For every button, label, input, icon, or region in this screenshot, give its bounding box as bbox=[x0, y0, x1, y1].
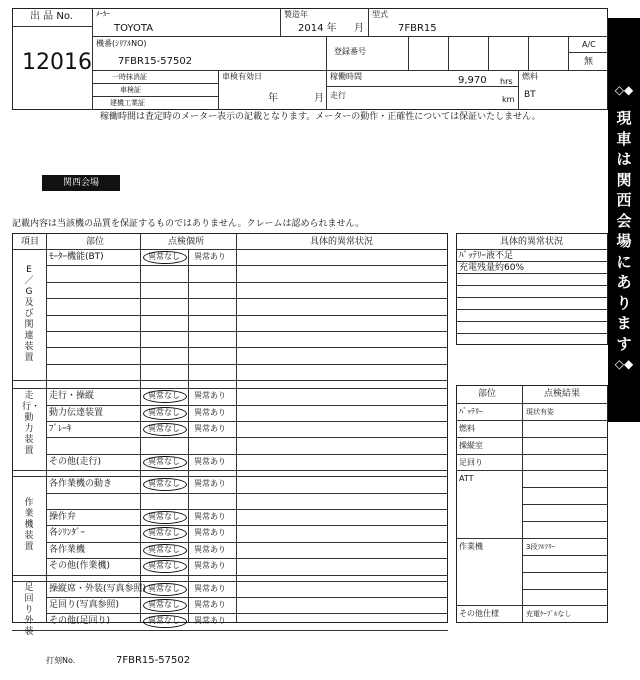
ng-label: 異常あり bbox=[194, 600, 226, 609]
registration-label: 登録番号 bbox=[334, 47, 366, 56]
table-row bbox=[46, 249, 448, 265]
ok-label: 異常なし bbox=[148, 391, 180, 401]
side-tab-char: は bbox=[616, 150, 632, 168]
row-part-label: 足回り(写真参照) bbox=[49, 600, 120, 610]
results-header-part: 部位 bbox=[478, 389, 497, 399]
side-tab-char: 西 bbox=[616, 191, 632, 209]
ng-label: 異常あり bbox=[194, 407, 226, 417]
col-header-part: 部位 bbox=[86, 237, 105, 247]
ng-label: 異常あり bbox=[194, 512, 226, 521]
mileage-label: 走行 bbox=[330, 91, 346, 100]
table-row bbox=[46, 421, 448, 437]
year-value: 2014 年 bbox=[298, 23, 337, 34]
ng-label: 異常あり bbox=[194, 252, 226, 261]
row-part-label: 各ｼﾘﾝﾀﾞｰ bbox=[49, 528, 86, 539]
group-label: 足回り外装 bbox=[24, 582, 34, 637]
table-row bbox=[46, 405, 448, 421]
side-tab-char: 場 bbox=[616, 232, 632, 250]
group-label: 走行・動力装置 bbox=[22, 390, 41, 456]
expiry-year-unit: 年 bbox=[268, 93, 278, 104]
side-tab-char: 関 bbox=[616, 170, 632, 189]
side-tab-char: す bbox=[616, 334, 632, 353]
result-part: 操縦室 bbox=[459, 441, 483, 450]
row-part-label: ﾓｰﾀｰ機能(BT) bbox=[49, 252, 104, 262]
ok-label: 異常なし bbox=[148, 252, 180, 261]
fuel-label: 燃料 bbox=[522, 72, 538, 81]
month-unit: 月 bbox=[354, 23, 364, 34]
footer-stamp-value: 7FBR15-57502 bbox=[116, 655, 191, 666]
result-part: ﾊﾞｯﾃﾘｰ bbox=[459, 407, 483, 416]
maker-value: TOYOTA bbox=[114, 23, 154, 34]
ng-label: 異常あり bbox=[194, 561, 226, 571]
results-header-result: 点検結果 bbox=[544, 389, 581, 399]
ng-label: 異常あり bbox=[194, 424, 226, 433]
result-part: ATT bbox=[459, 474, 474, 483]
ng-label: 異常あり bbox=[194, 616, 226, 626]
ng-label: 異常あり bbox=[194, 583, 226, 593]
ok-label: 異常なし bbox=[148, 561, 180, 571]
group-label: 作業機装置 bbox=[24, 497, 34, 552]
table-row bbox=[46, 364, 448, 380]
col-header-item: 項目 bbox=[21, 237, 40, 247]
result-part: その他仕様 bbox=[459, 609, 499, 618]
temp-cert-label: 一時抹消証 bbox=[112, 73, 147, 81]
table-row bbox=[46, 331, 448, 347]
detail-line: 充電残量約60% bbox=[459, 263, 525, 273]
table-row bbox=[46, 437, 448, 453]
inspection-expiry-label: 車検有効日 bbox=[222, 72, 262, 81]
table-row bbox=[46, 265, 448, 281]
serial-value: 7FBR15-57502 bbox=[118, 56, 193, 67]
footer-stamp-label: 打刻No. bbox=[46, 656, 76, 665]
fuel-value: BT bbox=[524, 90, 536, 100]
result-value: 充電ｹｰﾌﾞﾙなし bbox=[526, 610, 572, 618]
maker-label: ﾒｰｶｰ bbox=[96, 10, 110, 18]
model-value: 7FBR15 bbox=[398, 23, 437, 34]
table-row bbox=[46, 509, 448, 525]
ng-label: 異常あり bbox=[194, 528, 226, 538]
row-part-label: 走行・操縦 bbox=[49, 391, 95, 402]
col-header-detail: 具体的異常状況 bbox=[310, 237, 374, 247]
side-tab-char: に bbox=[616, 252, 632, 271]
detail-header: 具体的異常状況 bbox=[500, 237, 564, 247]
serial-label: 機番(ｼﾘｱﾙNO) bbox=[96, 39, 147, 48]
side-tab-char: 会 bbox=[616, 211, 632, 230]
lot-number: 12016 bbox=[22, 50, 92, 75]
side-tab-char: 車 bbox=[616, 129, 632, 148]
side-tab-top-mark: ◇◆ bbox=[614, 83, 634, 97]
ng-label: 異常あり bbox=[194, 456, 226, 466]
table-row bbox=[46, 542, 448, 558]
table-row bbox=[46, 525, 448, 541]
ok-label: 異常なし bbox=[148, 456, 180, 466]
inspection-cert-label: 車検証 bbox=[120, 86, 141, 94]
row-part-label: その他(走行) bbox=[49, 456, 102, 467]
row-part-label: 動力伝達装置 bbox=[49, 407, 104, 418]
table-row bbox=[46, 493, 448, 509]
ok-label: 異常なし bbox=[148, 616, 180, 626]
result-value: 現状有姿 bbox=[526, 408, 554, 416]
ok-label: 異常なし bbox=[148, 544, 180, 554]
table-row bbox=[46, 388, 448, 404]
result-part: 燃料 bbox=[459, 424, 475, 433]
venue-badge-text: 関西会場 bbox=[62, 178, 99, 188]
hours-note: 稼働時間は査定時のメーター表示の記載となります。メーターの動作・正確性については保証いたしません。 bbox=[100, 112, 541, 122]
table-row bbox=[46, 282, 448, 298]
ok-label: 異常なし bbox=[148, 600, 180, 609]
table-row bbox=[46, 347, 448, 363]
venue-badge bbox=[42, 175, 120, 191]
km-unit: km bbox=[502, 95, 515, 104]
table-row bbox=[46, 454, 448, 470]
ng-label: 異常あり bbox=[194, 391, 226, 401]
row-part-label: 各作業機の動き bbox=[49, 479, 113, 490]
hours-label: 稼働時間 bbox=[330, 72, 362, 81]
result-part: 作業機 bbox=[459, 542, 483, 551]
lot-label: 出 品 No. bbox=[30, 11, 73, 22]
side-notice-tab bbox=[608, 18, 640, 422]
row-part-label: 操縦席・外装(写真参照) bbox=[49, 583, 147, 594]
row-part-label: ﾌﾞﾚｰｷ bbox=[49, 424, 72, 434]
col-header-check: 点検個所 bbox=[168, 237, 205, 247]
year-label: 製造年 bbox=[284, 10, 308, 19]
ng-label: 異常あり bbox=[194, 544, 226, 554]
ok-label: 異常なし bbox=[148, 407, 180, 417]
row-part-label: 操作弁 bbox=[49, 512, 77, 522]
side-tab-char: 現 bbox=[616, 109, 632, 127]
table-row bbox=[46, 298, 448, 314]
detail-line: ﾊﾞｯﾃﾘｰ液不足 bbox=[459, 251, 514, 261]
hours-value: 9,970 bbox=[458, 75, 487, 86]
ok-label: 異常なし bbox=[148, 512, 180, 521]
group-label: E／G及び関連装置 bbox=[24, 265, 34, 364]
ng-label: 異常あり bbox=[194, 479, 226, 489]
side-tab-char: あ bbox=[616, 273, 632, 291]
table-row bbox=[46, 315, 448, 331]
expiry-month-unit: 月 bbox=[314, 93, 324, 104]
result-part: 足回り bbox=[459, 458, 483, 467]
disclaimer: 記載内容は当該機の品質を保証するものではありません。クレームは認められません。 bbox=[12, 219, 365, 229]
hours-unit: hrs bbox=[500, 77, 513, 86]
row-part-label: 各作業機 bbox=[49, 544, 86, 555]
ac-value: 無 bbox=[584, 57, 594, 67]
ok-label: 異常なし bbox=[148, 424, 180, 433]
side-tab-char: り bbox=[616, 293, 632, 312]
ok-label: 異常なし bbox=[148, 528, 180, 538]
row-part-label: その他(作業機) bbox=[49, 561, 111, 572]
model-label: 型式 bbox=[372, 10, 388, 19]
machine-cert-label: 建機工業証 bbox=[110, 99, 145, 107]
ac-label: A/C bbox=[582, 40, 596, 49]
side-tab-bottom-mark: ◇◆ bbox=[614, 357, 634, 371]
side-tab-char: ま bbox=[616, 314, 632, 332]
row-part-label: その他(足回り) bbox=[49, 616, 111, 627]
result-value: 3段ﾌﾙﾌﾘｰ bbox=[526, 543, 555, 551]
ok-label: 異常なし bbox=[148, 583, 180, 593]
ok-label: 異常なし bbox=[148, 479, 180, 489]
